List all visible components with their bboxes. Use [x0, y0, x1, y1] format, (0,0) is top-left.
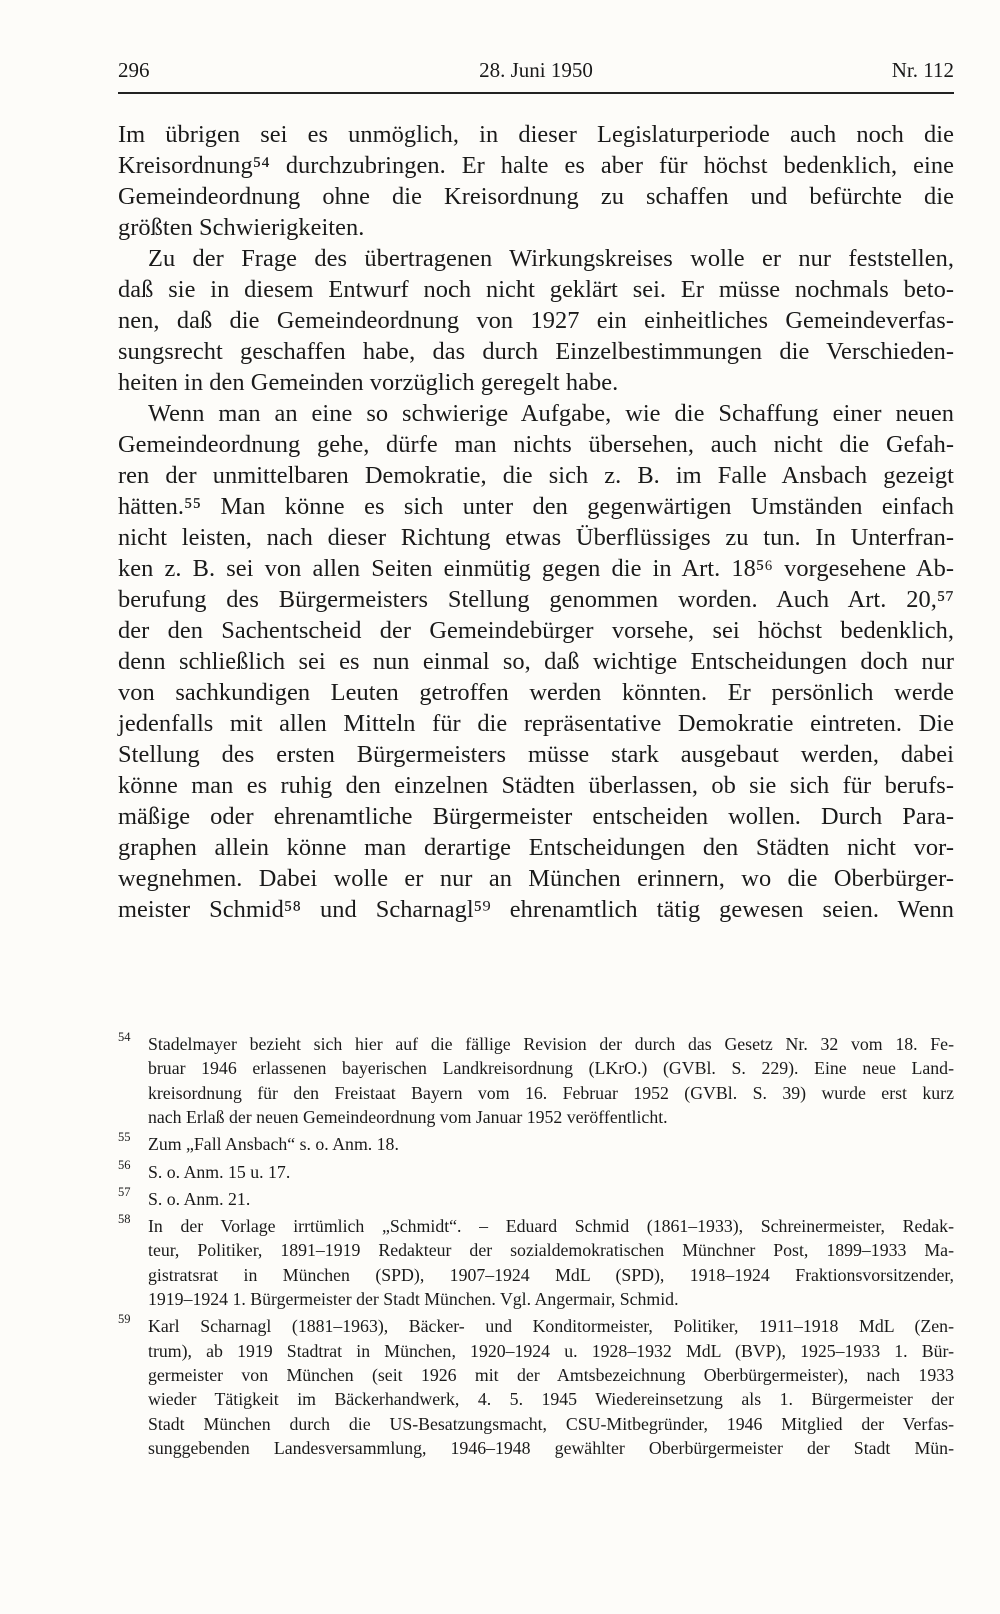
footnote	[118, 1184, 954, 1211]
body-text	[118, 119, 954, 925]
footnote-line: trum), ab 1919 Stadtrat in München, 1920–1924 u. 1928–1932 MdL (BVP), 1925–1933 1. Bür-	[148, 1340, 954, 1361]
body-line: Im übrigen sei es unmöglich, in dieser Legislaturperiode auch noch die	[118, 121, 954, 148]
footnote-line: Zum „Fall Ansbach“ s. o. Anm. 18.	[148, 1134, 399, 1155]
footnote-number: 59	[118, 1312, 131, 1327]
body-line: meister Schmid⁵⁸ und Scharnagl⁵⁹ ehrenamtlich tätig gewesen seien. Wenn	[118, 896, 954, 923]
footnote-line: Karl Scharnagl (1881–1963), Bäcker- und Konditormeister, Politiker, 1911–1918 MdL (Zen-	[148, 1316, 954, 1337]
body-line: denn schließlich sei es nun einmal so, daß wichtige Entscheidungen doch nur	[118, 648, 954, 675]
document-page	[118, 0, 954, 1614]
page-date: 28. Juni 1950	[479, 58, 593, 82]
footnote-line: bruar 1946 erlassenen bayerischen Landkreisordnung (LKrO.) (GVBl. S. 229). Eine neue Land-	[148, 1058, 954, 1079]
footnote-line: S. o. Anm. 21.	[148, 1188, 251, 1209]
body-line: Wenn man an eine so schwierige Aufgabe, wie die Schaffung einer neuen	[148, 400, 954, 427]
footnote-line: germeister von München (seit 1926 mit der Amtsbezeichnung Oberbürgermeister), nach 1933	[148, 1365, 954, 1386]
body-line: nen, daß die Gemeindeordnung von 1927 ein einheitliches Gemeindeverfas-	[118, 307, 954, 334]
body-line: wegnehmen. Dabei wolle er nur an München erinnern, wo die Oberbürger-	[118, 865, 954, 892]
footnote-number: 56	[118, 1157, 131, 1172]
footnote-number: 58	[118, 1211, 131, 1226]
footnotes	[118, 1032, 954, 1463]
footnote-line: kreisordnung für den Freistaat Bayern vom 16. Februar 1952 (GVBl. S. 39) wurde erst kurz	[148, 1082, 954, 1103]
footnote	[118, 1132, 954, 1156]
footnote-line: S. o. Anm. 15 u. 17.	[148, 1161, 291, 1182]
document-number: Nr. 112	[891, 58, 954, 82]
body-line: könne man es ruhig den einzelnen Städten überlassen, ob sie sich für berufs-	[118, 772, 954, 799]
body-line: Gemeindeordnung ohne die Kreisordnung zu schaffen und befürchte die	[118, 183, 954, 210]
body-line: Stellung des ersten Bürgermeisters müsse stark ausgebaut werden, dabei	[118, 741, 954, 768]
footnote-line: wieder Tätigkeit im Bäckerhandwerk, 4. 5. 1945 Wiedereinsetzung als 1. Bürgermeister der	[148, 1389, 954, 1410]
body-line: Zu der Frage des übertragenen Wirkungskreises wolle er nur feststellen,	[148, 245, 954, 272]
footnote	[118, 1211, 954, 1312]
footnote-number: 55	[118, 1130, 131, 1145]
header-rule	[118, 92, 954, 94]
body-line: größten Schwierigkeiten.	[118, 214, 365, 241]
body-line: ren der unmittelbaren Demokratie, die sich z. B. im Falle Ansbach gezeigt	[118, 462, 954, 489]
body-line: heiten in den Gemeinden vorzüglich geregelt habe.	[118, 369, 619, 396]
body-line: daß sie in diesem Entwurf noch nicht geklärt sei. Er müsse nochmals beto-	[118, 276, 954, 303]
footnote-line: nach Erlaß der neuen Gemeindeordnung vom Januar 1952 veröffentlicht.	[148, 1107, 668, 1128]
body-line: Kreisordnung⁵⁴ durchzubringen. Er halte es aber für höchst bedenklich, eine	[118, 152, 954, 179]
body-line: von sachkundigen Leuten getroffen werden könnten. Er persönlich werde	[118, 679, 954, 706]
body-line: berufung des Bürgermeisters Stellung genommen worden. Auch Art. 20,⁵⁷	[118, 586, 954, 613]
footnote-line: Stadelmayer bezieht sich hier auf die fällige Revision der durch das Gesetz Nr. 32 vom 18. Fe-	[148, 1034, 954, 1054]
body-line: ken z. B. sei von allen Seiten einmütig gegen die in Art. 18⁵⁶ vorgesehene Ab-	[118, 555, 954, 582]
body-line: sungsrecht geschaffen habe, das durch Einzelbestimmungen die Verschieden-	[118, 338, 954, 365]
footnote-line: In der Vorlage irrtümlich „Schmidt“. – Eduard Schmid (1861–1933), Schreinermeister, Redak-	[148, 1215, 954, 1236]
footnote	[118, 1157, 954, 1184]
body-line: der den Sachentscheid der Gemeindebürger vorsehe, sei höchst bedenklich,	[118, 617, 954, 644]
footnote-line: teur, Politiker, 1891–1919 Redakteur der sozialdemokratischen Münchner Post, 1899–1933 Ma-	[148, 1240, 954, 1261]
footnote-number: 57	[118, 1184, 131, 1199]
body-line: Gemeindeordnung gehe, dürfe man nichts übersehen, auch nicht die Gefah-	[118, 431, 954, 458]
footnote	[118, 1032, 954, 1130]
body-line: graphen allein könne man derartige Entscheidungen den Städten nicht vor-	[118, 834, 954, 861]
footnote-line: sunggebenden Landesversammlung, 1946–1948 gewählter Oberbürgermeister der Stadt Mün-	[148, 1438, 954, 1459]
footnote-line: 1919–1924 1. Bürgermeister der Stadt München. Vgl. Angermair, Schmid.	[148, 1289, 679, 1310]
footnote	[118, 1314, 954, 1460]
body-line: nicht leisten, nach dieser Richtung etwas Überflüssiges zu tun. In Unterfran-	[118, 524, 954, 551]
footnote-line: Stadt München durch die US-Besatzungsmacht, CSU-Mitbegründer, 1946 Mitglied der Verfas-	[148, 1413, 954, 1434]
footnote-line: gistratsrat in München (SPD), 1907–1924 MdL (SPD), 1918–1924 Fraktionsvorsitzender,	[148, 1264, 954, 1285]
footnote-number: 54	[118, 1030, 131, 1044]
page-number: 296	[118, 58, 150, 82]
body-line: jedenfalls mit allen Mitteln für die repräsentative Demokratie eintreten. Die	[118, 710, 954, 737]
body-line: hätten.⁵⁵ Man könne es sich unter den gegenwärtigen Umständen einfach	[118, 493, 954, 520]
body-line: mäßige oder ehrenamtliche Bürgermeister entscheiden wollen. Durch Para-	[118, 803, 954, 830]
page-header	[118, 58, 954, 92]
